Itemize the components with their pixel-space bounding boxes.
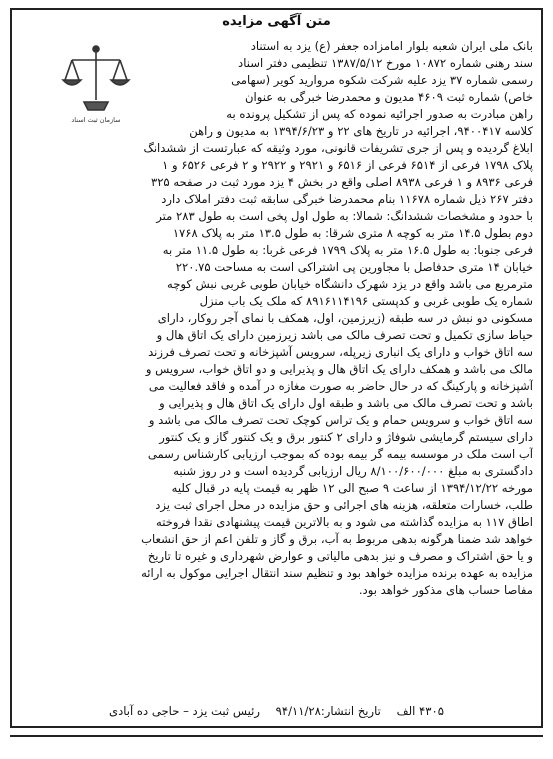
notice-line: آشپزخانه و پارکینگ که در حال حاضر به صورت مغازه در آمده و فاقد فعالیت می [148, 379, 533, 393]
notice-line: سه اتاق خواب و سرویس حمام و یک تراس کوچک تحت تصرف مالک می باشد و [148, 413, 533, 427]
notice-line: مالک می باشد و همکف دارای یک اتاق هال و پذیرایی و دو اتاق خواب، سرویس و [145, 362, 533, 376]
notice-line: طلب، خسارات متعلقه، هزینه های اجرائی و حق مزایده در محل اجرای ثبت یزد [155, 498, 533, 512]
notice-line: پلاک ۱۷۹۸ فرعی از ۶۵۱۴ فرعی از ۶۵۱۶ و ۲۹۲۱ و ۲۹۲۲ و ۲ فرعی ۶۵۲۶ و ۱ [162, 158, 533, 172]
notice-line: آب است ملک در موسسه بیمه گر بیمه بوده که بموجب ارزیابی کارشناس رسمی [147, 447, 533, 461]
notice-frame [10, 8, 543, 728]
notice-line: دادگستری به مبلغ ۸/۱۰۰/۶۰۰/۰۰۰ ریال ارزیابی گردیده است و در روز شنبه [173, 464, 533, 478]
notice-line: سه اتاق خواب و دارای یک انباری زیرپله، سرویس آشپزخانه و تحت تصرف فرزند [148, 345, 533, 359]
publish-date: تاریخ انتشار:۹۴/۱۱/۲۸ [275, 704, 381, 718]
bottom-divider [10, 735, 543, 737]
notice-line: کلاسه ۹۴۰۰۴۱۷، اجرائیه در تاریخ های ۲۲ و ۱۳۹۴/۶/۲۳ به مدیون و راهن [189, 124, 533, 138]
notice-line: حیاط سازی تکمیل و تحت تصرف مالک می باشد زیرزمین دارای یک اتاق هال و [156, 328, 533, 342]
notice-line: مسکونی دو نبش در سه طبقه (زیرزمین، اول، همکف با نمای آجر روکار، دارای [157, 311, 533, 325]
notice-body [20, 38, 533, 599]
notice-line: مورخه ۱۳۹۴/۱۲/۲۲ از ساعت ۹ صبح الی ۱۲ ظهر به قیمت پایه در قبال کلیه [171, 481, 533, 495]
notice-line: خواهد شد ضمنا هرگونه بدهی مربوط به آب، برق و گاز و تلفن اعم از حق انشعاب [141, 532, 533, 546]
notice-line: راهن مبادرت به صدور اجرائیه نموده که پس از تشکیل پرونده به [226, 107, 533, 121]
notice-line: شماره یک طوبی غربی و کدپستی ۸۹۱۶۱۱۴۱۹۶ که ملک یک باب منزل [199, 294, 533, 308]
notice-line: خاص) شماره ثبت ۴۶۰۹ مدیون و محمدرضا خبرگی به عنوان [245, 90, 533, 104]
notice-line: سند رهنی شماره ۱۰۸۷۲ مورخ ۱۳۸۷/۵/۱۲ تنظیمی دفتر اسناد [238, 56, 533, 70]
notice-line: رسمی شماره ۳۷ یزد علیه شرکت شکوه مروارید کویر (سهامی [231, 73, 533, 87]
notice-line: ابلاغ گردیده و پس از جری تشریفات قانونی، مورد وثیقه که عبارتست از ششدانگ [143, 141, 533, 155]
notice-line: با حدود و مشخصات ششدانگ: شمالا: به طول اول پخی است به طول ۲۸۳ متر [156, 209, 533, 223]
notice-code: ۴۳۰۵ الف [396, 704, 444, 718]
notice-line: مزایده به عهده برنده مزایده خواهد بود و تنظیم سند انتقال اجرایی موکول به ارائه [141, 566, 533, 580]
notice-title: متن آگهی مزایده [222, 14, 331, 29]
notice-line: مترمربع می باشد واقع در یزد شهرک دانشگاه خیابان طوبی غربی نبش کوچه [167, 277, 533, 291]
notice-line: و یا حق اشتراک و مصرف و نیز بدهی مالیاتی و عوارض شهرداری و غیره تا تاریخ [147, 549, 533, 563]
svg-text:سازمان ثبت اسناد: سازمان ثبت اسناد [71, 116, 121, 124]
notice-line: فرعی ۸۹۳۶ و ۱ فرعی ۸۹۳۸ اصلی واقع در بخش ۴ یزد مورد ثبت در صفحه ۳۲۵ [150, 175, 533, 189]
notice-line: مفاصا حساب های مذکور خواهد بود. [358, 583, 533, 597]
signature: رئیس ثبت یزد – حاجی ده آبادی [109, 704, 260, 718]
notice-line: اطاق ۱۱۷ به مزایده گذاشته می شود و به بالاترین قیمت پیشنهادی نقدا فروخته [156, 515, 533, 529]
notice-line: دارای سیستم گرمایشی شوفاژ و دارای ۲ کنتور برق و یک کنتور گاز و یک کنتور [159, 430, 533, 444]
notice-line: خیابان ۱۴ متری حدفاصل با مجاورین پی اشتراکی است به مساحت ۲۲۰.۷۵ [175, 260, 533, 274]
notice-line: باشد و تحت تصرف مالک می باشد و طبقه اول دارای یک اتاق هال و پذیرایی و [159, 396, 533, 410]
notice-footer [20, 704, 533, 718]
notice-line: دفتر ۲۶۷ ذیل شماره ۱۱۶۷۸ بنام محمدرضا خبرگی سابقه ثبت دفتر املاک دارد [161, 192, 533, 206]
notice-line: فرعی جنوبا: به طول ۱۶.۵ متر به پلاک ۱۷۹۹ فرعی غربا: به طول ۱۱.۵ متر به [162, 243, 533, 257]
notice-line: بانک ملی ایران شعبه بلوار امامزاده جعفر (ع) یزد به استناد [250, 39, 533, 53]
notice-line: دوم بطول ۱۴.۵ متر به کوچه ۸ متری شرقا: به طول ۱۳.۵ متر به پلاک ۱۷۶۸ [172, 226, 533, 240]
